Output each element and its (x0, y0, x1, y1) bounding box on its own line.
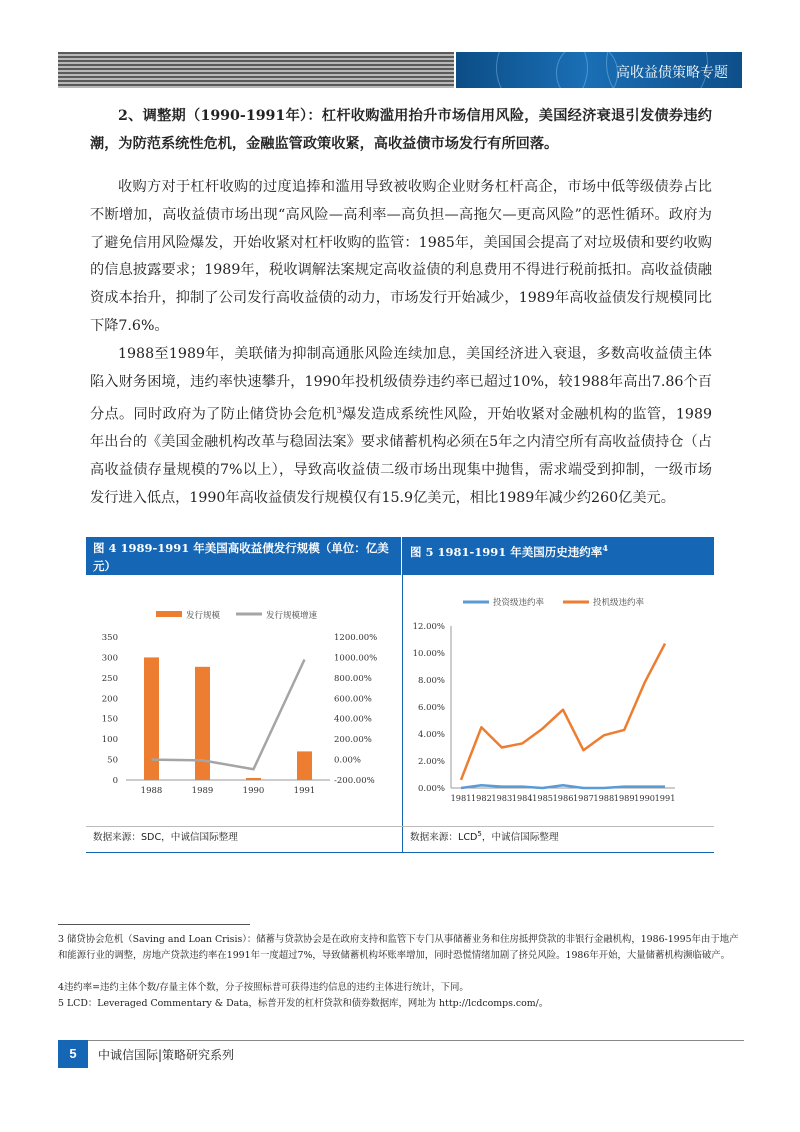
x-tick-label: 1989 (191, 786, 214, 796)
bar-1989 (195, 667, 210, 780)
figure-block (86, 537, 714, 853)
footer-line (58, 1040, 744, 1041)
x-tick-label: 1982 (470, 793, 492, 803)
paragraph-1: 收购方对于杠杆收购的过度追捧和滥用导致被收购企业财务杠杆高企，市场中低等级债券占比不断增加，高收益债市场出现“高风险—高利率—高负担—高拖欠—更高风险”的恶性循环。政府为了避免信用风险爆发，开始收紧对杠杆收购的监管：1985年，美国国会提高了对垃圾债和要约收购的信息披露要求；1989年，税收调解法案规定高收益债的利息费用不得进行税前抵扣。高收益债融资成本抬升，抑制了公司发行高收益债的动力，市场发行开始减少，1989年高收益债发行规模同比下降7.6%。 (90, 179, 712, 334)
x-tick-label: 1987 (572, 793, 594, 803)
bar-1991 (297, 751, 312, 780)
header-banner (456, 52, 742, 88)
right-axis-tick-label: 200.00% (334, 735, 372, 746)
paragraph-2 (90, 341, 712, 513)
x-tick-label: 1991 (293, 786, 316, 796)
legend-label-hy: 投机级违约率 (593, 598, 645, 608)
x-tick-label: 1986 (552, 793, 574, 803)
bar-1988 (144, 657, 159, 780)
footnote-4: 4违约率=违约主体个数/存量主体个数，分子按照标普可获得违约信息的违约主体进行统计，下同。 (58, 982, 469, 993)
footnote-rule (58, 924, 250, 925)
fig4-title: 图 4 1989-1991 年美国高收益债发行规模（单位：亿美元） (86, 537, 401, 575)
right-axis-tick-label: 1000.00% (334, 653, 378, 664)
left-axis-tick-label: 200 (101, 694, 118, 705)
x-tick-label: 1984 (511, 793, 533, 803)
fig5-title-text: 图 5 1981-1991 年美国历史违约率 (410, 544, 603, 559)
x-tick-label: 1988 (140, 786, 163, 796)
y-tick-label: 6.00% (417, 703, 445, 713)
fig5-source-pre: 数据来源：LCD (410, 832, 478, 843)
series-line-1 (461, 644, 665, 780)
footnote-5: 5 LCD：Leveraged Commentary & Data，标普开发的杠杆贷款和债券数据库，网址为 http://lcdcomps.com/。 (58, 998, 549, 1009)
y-tick-label: 10.00% (412, 649, 445, 659)
y-tick-label: 12.00% (412, 622, 445, 632)
x-tick-label: 1983 (491, 793, 513, 803)
source-divider (86, 826, 714, 827)
paragraph-2-part-2: 爆发造成系统性风险，开始收紧对金融机构的监管，1989年出台的《美国金融机构改革与稳固法案》要求储蓄机构必须在5年之内清空所有高收益债持仓（占高收益债存量规模的7%以上），导致高收益债二级市场出现集中抛售，需求端受到抑制，一级市场发行进入低点，1990年高收益债发行规模仅有15.9亿美元，相比1989年减少约260亿美元。 (90, 406, 712, 506)
footer (58, 1040, 744, 1068)
bar-1990 (246, 778, 261, 780)
left-axis-tick-label: 250 (101, 673, 118, 684)
x-tick-label: 1990 (242, 786, 265, 796)
header-stripes (58, 52, 454, 88)
left-axis-tick-label: 0 (112, 776, 118, 786)
legend-label-ig: 投资级违约率 (493, 598, 545, 608)
x-tick-label: 1988 (593, 793, 615, 803)
legend-label-line: 发行规模增速 (266, 611, 318, 621)
footnote-3: 3 储贷协会危机（Saving and Loan Crisis）：储蓄与贷款协会是在政府支持和监管下专门从事储蓄业务和住房抵押贷款的非银行金融机构，1986-1995年由于地产和能源行业的调整，房地产贷款违约率在1991年一度超过7%，导致储蓄机构坏账率增加，同时恐慌情绪加剧了挤兑风险。1986年开始，大量储蓄机构濒临破产。 (58, 934, 739, 961)
footnote-ref-4[interactable]: 4 (602, 543, 608, 553)
x-tick-label: 1990 (634, 793, 656, 803)
footnote-ref-5[interactable]: 5 (477, 829, 482, 838)
fig5-title (403, 537, 714, 575)
right-axis-tick-label: 1200.00% (334, 633, 378, 643)
legend-label-bar: 发行规模 (186, 611, 221, 621)
x-tick-label: 1991 (654, 793, 676, 803)
fig5-source-post: ，中诚信国际整理 (481, 832, 559, 843)
x-tick-label: 1989 (613, 793, 635, 803)
right-axis-tick-label: 0.00% (334, 755, 362, 766)
legend-swatch-bar (156, 611, 182, 617)
paragraph-2-part-1: 1988至1989年，美联储为抑制高通胀风险连续加息，美国经济进入衰退，多数高收益债主体陷入财务困境，违约率快速攀升，1990年投机级债券违约率已超过10%，较1988年高出7.86个百分点。同时政府为了防止储贷协会危机 (90, 346, 712, 423)
y-tick-label: 2.00% (417, 757, 445, 767)
footnote-ref-3[interactable]: 3 (336, 405, 342, 415)
fig5-chart (403, 577, 714, 825)
left-axis-tick-label: 150 (101, 714, 118, 725)
report-title: 高收益债策略专题 (616, 65, 728, 81)
footer-text: 中诚信国际|策略研究系列 (98, 1048, 235, 1062)
right-axis-tick-label: -200.00% (334, 776, 375, 786)
left-axis-tick-label: 300 (101, 653, 118, 664)
fig5-source (403, 829, 559, 843)
left-axis-tick-label: 100 (101, 735, 118, 746)
growth-line (152, 659, 305, 769)
page-number: 5 (58, 1040, 88, 1068)
section-heading: 2、调整期（1990-1991年）：杠杆收购滥用抬升市场信用风险，美国经济衰退引发债券违约潮，为防范系统性危机，金融监管政策收紧，高收益债市场发行有所回落。 (90, 108, 712, 152)
figure-bottom-border (86, 852, 714, 853)
x-tick-label: 1981 (450, 793, 472, 803)
fig4-chart (86, 577, 401, 825)
fig4-source: 数据来源：SDC，中诚信国际整理 (93, 832, 238, 843)
y-tick-label: 0.00% (417, 784, 445, 794)
right-axis-tick-label: 600.00% (334, 694, 372, 705)
left-axis-tick-label: 350 (101, 633, 118, 643)
right-axis-tick-label: 800.00% (334, 673, 372, 684)
right-axis-tick-label: 400.00% (334, 714, 372, 725)
y-tick-label: 8.00% (417, 676, 445, 686)
left-axis-tick-label: 50 (107, 755, 118, 766)
y-tick-label: 4.00% (417, 730, 445, 740)
x-tick-label: 1985 (532, 793, 554, 803)
